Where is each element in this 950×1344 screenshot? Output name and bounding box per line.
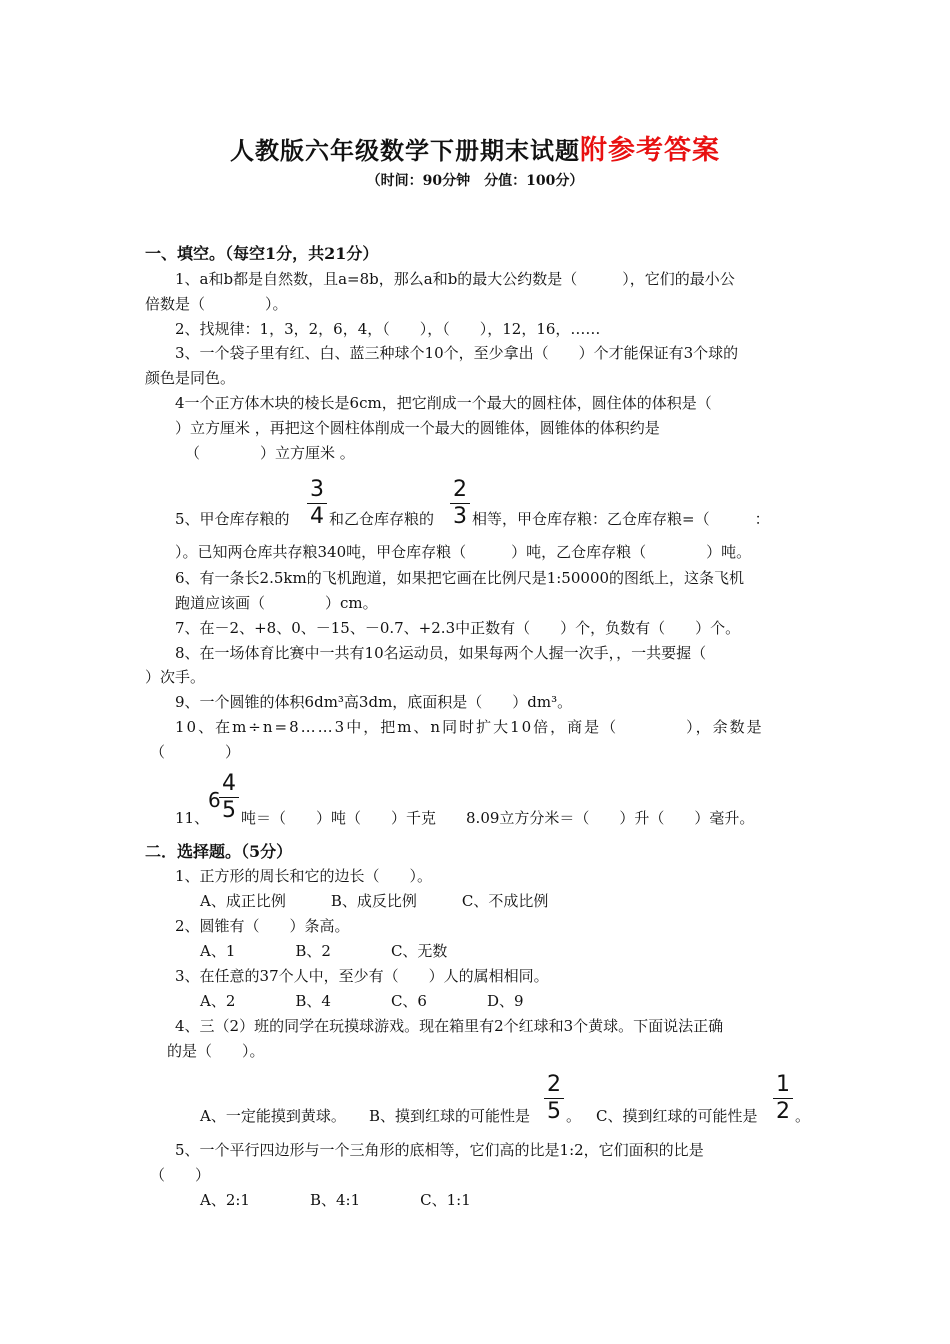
s2-q5-options: A、2:1 B、4:1 C、1:1	[200, 1191, 471, 1209]
q5-frac1-den: 4	[310, 504, 324, 529]
s2-q4-fraction-c	[773, 1073, 793, 1124]
q11-prefix: 11、	[175, 809, 210, 827]
q5-frac2-num: 2	[453, 477, 467, 502]
q6-line1: 6、有一条长2.5km的飞机跑道，如果把它画在比例尺是1:50000的图纸上，这条飞机	[175, 569, 745, 587]
q1-line2: 倍数是（ ）。	[145, 295, 288, 313]
s2-q3-options: A、2 B、4 C、6 D、9	[200, 992, 524, 1010]
q3-line1: 3、一个袋子里有红、白、蓝三种球个10个，至少拿出（ ）个才能保证有3个球的	[175, 344, 739, 362]
s2-q4-option-b: B、摸到红球的可能性是	[369, 1107, 531, 1125]
s2-q4-line2: 的是（ ）。	[167, 1042, 265, 1060]
q11-line: 吨＝（ ）吨（ ）千克 8.09立方分米＝（ ）升（ ）毫升。	[241, 809, 755, 827]
q11-frac-num: 4	[222, 771, 236, 796]
title-main: 人教版六年级数学下册期末试题	[230, 136, 580, 165]
q11-whole-number: 6	[208, 788, 221, 812]
q6-line2: 跑道应该画（ ）cm。	[175, 594, 378, 612]
q5-line1-part2: 和乙仓库存粮的	[329, 510, 435, 528]
q5-line1-part3: 相等，甲仓库存粮：乙仓库存粮=（ ：	[472, 510, 770, 528]
q2-line: 2、找规律：1，3，2，6，4，（ ），（ ），12，16，……	[175, 320, 601, 338]
q5-line1-part1: 5、甲仓库存粮的	[175, 510, 290, 528]
q5-fraction-2	[450, 478, 470, 529]
s2-q4-option-a: A、一定能摸到黄球。	[200, 1107, 346, 1125]
q5-frac2-den: 3	[453, 504, 467, 529]
q1-line1: 1、a和b都是自然数，且a=8b，那么a和b的最大公约数是（ ），它们的最小公	[175, 270, 735, 288]
q4-line2: ）立方厘米 ，再把这个圆柱体削成一个最大的圆锥体，圆锥体的体积约是	[175, 419, 660, 437]
section2-heading: 二．选择题。（5分）	[145, 842, 293, 861]
s2-q4-option-c-dot: 。	[795, 1107, 811, 1125]
title-highlight: 附参考答案	[580, 135, 720, 166]
q10-line2: （ ）	[150, 743, 241, 761]
q4-line1: 4一个正方体木块的棱长是6cm，把它削成一个最大的圆柱体，圆住体的体积是（	[175, 394, 712, 412]
s2-q2-options: A、1 B、2 C、无数	[200, 942, 448, 960]
q3-line2: 颜色是同色。	[145, 369, 236, 387]
s2-q5-line2: （ ）	[150, 1166, 211, 1184]
s2-q1-options: A、成正比例 B、成反比例 C、不成比例	[200, 892, 549, 910]
s2-q3: 3、在任意的37个人中，至少有（ ）人的属相相同。	[175, 967, 549, 985]
s2-q2: 2、圆锥有（ ）条高。	[175, 917, 350, 935]
s2-q1: 1、正方形的周长和它的边长（ ）。	[175, 867, 433, 885]
q5-fraction-1	[307, 478, 327, 529]
s2-q4-fracC-num: 1	[776, 1072, 790, 1097]
page-subtitle: （时间：90分钟 分值：100分）	[366, 173, 584, 189]
q9-line: 9、一个圆锥的体积6dm³高3dm，底面积是（ ）dm³。	[175, 693, 573, 711]
q5-line2: ）。已知两仓库共存粮340吨，甲仓库存粮（ ）吨，乙仓库存粮（ ）吨。	[175, 543, 752, 561]
s2-q4-option-b-dot: 。	[566, 1107, 582, 1125]
s2-q4-fracB-num: 2	[547, 1072, 561, 1097]
s2-q5-line1: 5、一个平行四边形与一个三角形的底相等，它们高的比是1:2，它们面积的比是	[175, 1141, 704, 1159]
s2-q4-line1: 4、三（2）班的同学在玩摸球游戏。现在箱里有2个红球和3个黄球。下面说法正确	[175, 1017, 724, 1035]
q10-line1: 10、在m÷n=8……3中，把m、n同时扩大10倍，商是（ ），余数是	[175, 718, 764, 736]
q8-line1: 8、在一场体育比赛中一共有10名运动员，如果每两个人握一次手，，一共要握（	[175, 644, 707, 662]
q7-line: 7、在－2、+8、0、－15、－0.7、+2.3中正数有（ ）个，负数有（ ）个。	[175, 619, 741, 637]
q5-frac1-num: 3	[310, 477, 324, 502]
s2-q4-fraction-b	[544, 1073, 564, 1124]
q8-line2: ）次手。	[145, 668, 206, 686]
q11-fraction	[219, 772, 239, 823]
page-title	[0, 128, 950, 167]
q11-frac-den: 5	[222, 798, 236, 823]
q4-line3: （ ）立方厘米 。	[185, 444, 355, 462]
section1-heading: 一、填空。（每空1分，共21分）	[145, 244, 379, 263]
s2-q4-fracC-den: 2	[776, 1099, 790, 1124]
s2-q4-fracB-den: 5	[547, 1099, 561, 1124]
s2-q4-option-c: C、摸到红球的可能性是	[596, 1107, 758, 1125]
